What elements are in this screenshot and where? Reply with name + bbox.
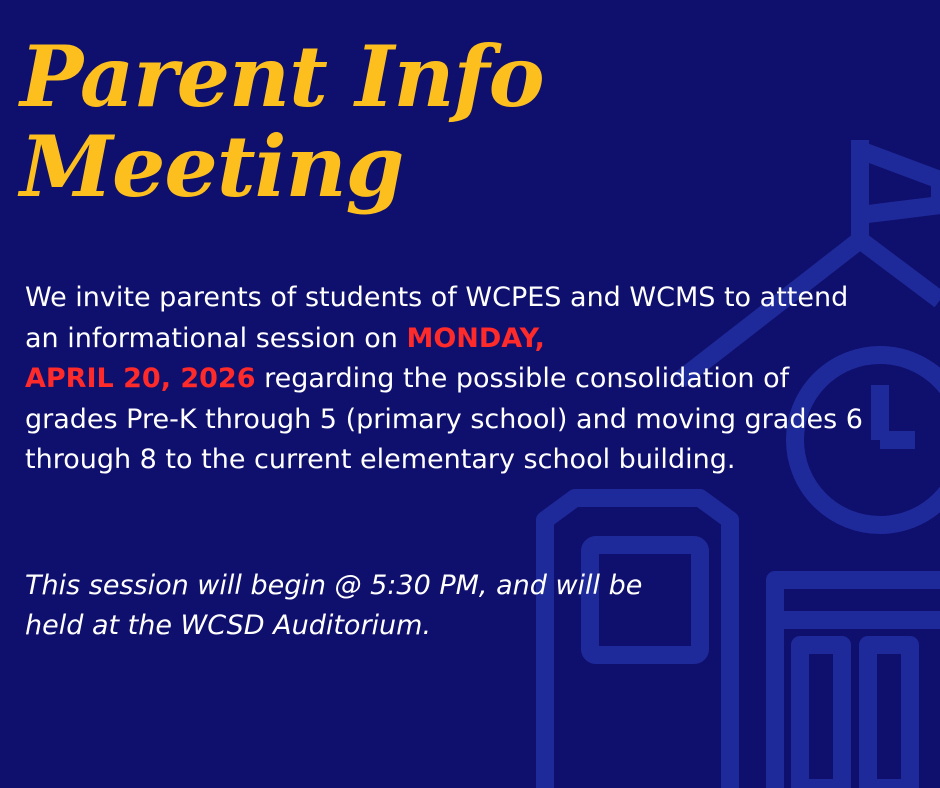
session-location: held at the WCSD Auditorium.	[25, 610, 432, 641]
invitation-text-start: We invite parents of students of WCPES and WCMS to attend an informational session on	[25, 282, 849, 354]
invitation-paragraph	[25, 278, 885, 481]
session-details	[25, 566, 785, 646]
meeting-date: APRIL 20, 2026	[25, 363, 256, 394]
meeting-day: MONDAY,	[406, 322, 545, 354]
invitation-text-end: regarding the possible consolidation of grades Pre-K through 5 (primary school) and moving grades 6 through 8 to the current elementary school building.	[25, 363, 863, 475]
session-time: This session will begin @ 5:30 PM, and will be	[25, 570, 643, 601]
page-title	[20, 27, 544, 216]
title-line-2: Meeting	[20, 117, 404, 216]
title-line-1: Parent Info	[20, 27, 544, 126]
